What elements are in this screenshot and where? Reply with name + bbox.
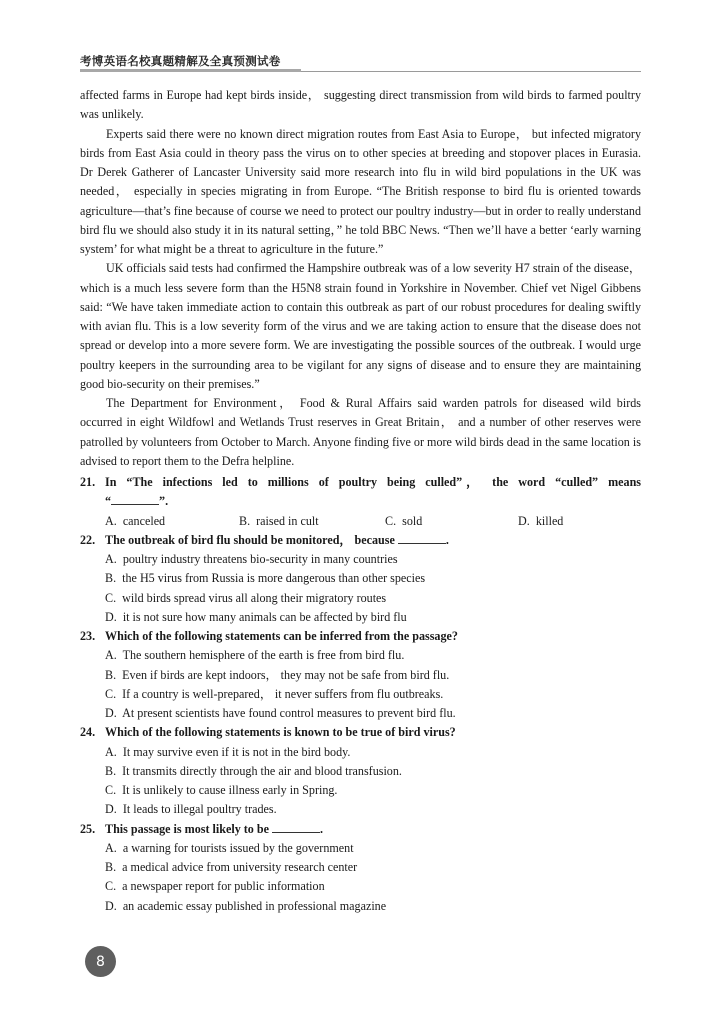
option-d[interactable]: D. At present scientists have found control measures to prevent bird flu. (105, 706, 456, 720)
question-number: 22. (80, 532, 96, 547)
question-number: 24. (80, 725, 96, 740)
question-text: Which of the following statements can be inferred from the passage? (105, 629, 458, 643)
page-number-badge (85, 946, 116, 977)
option-b[interactable]: B. It transmits directly through the air and blood transfusion. (105, 763, 402, 778)
option-c[interactable]: C. sold (385, 513, 423, 528)
question-number: 21. (80, 475, 96, 489)
option-a[interactable]: A. a warning for tourists issued by the government (105, 840, 354, 855)
page-content (80, 86, 641, 916)
question-22 (80, 531, 641, 627)
reading-passage (80, 86, 641, 471)
question-number: 25. (80, 821, 96, 836)
option-a[interactable]: A. poultry industry threatens bio-security in many countries (105, 552, 398, 566)
question-stem: 22. The outbreak of bird flu should be monitored， because . (80, 531, 641, 550)
question-text: Which of the following statements is known to be true of bird virus? (105, 725, 456, 740)
question-24 (80, 723, 641, 819)
option-d[interactable]: D. It leads to illegal poultry trades. (105, 802, 277, 817)
option-d[interactable]: D. killed (518, 513, 564, 528)
passage-paragraph: Experts said there were no known direct migration routes from East Asia to Europe， but infected migratory birds from East Asia could in theory pass the virus on to other species at breeding and stopover places in Eurasia. Dr Derek Gatherer of Lancaster University said more research into flu in wild bird populations in the UK was needed， especially in species migrating in from Europe. “The British response to bird flu is oriented towards agriculture—that’s fine because of course we need to protect our poultry industry—but in order to really understand bird flu we should also study it in its natural setting，” he told BBC News. “Then we’ll have a better ‘early warning system’ for what might be a threat to agriculture in the future.” (80, 126, 641, 256)
question-stem: 25. This passage is most likely to be . (80, 820, 641, 839)
question-21 (80, 473, 641, 531)
answer-blank (272, 820, 320, 833)
option-d[interactable]: D. it is not sure how many animals can be affected by bird flu (105, 609, 407, 624)
passage-paragraph: affected farms in Europe had kept birds inside， suggesting direct transmission from wild birds to farmed poultry was unlikely. (80, 88, 641, 122)
page-number: 8 (96, 953, 105, 970)
option-b[interactable]: B. a medical advice from university research center (105, 860, 358, 874)
answer-blank-line: “ ”. (105, 494, 169, 509)
question-25 (80, 820, 641, 916)
option-a[interactable]: A. canceled (105, 513, 166, 528)
question-stem (80, 627, 641, 646)
book-title: 考博英语名校真题精解及全真预测试卷 (80, 54, 281, 68)
question-stem (80, 473, 641, 512)
question-text: This passage is most likely to be (105, 821, 269, 836)
question-text: The outbreak of bird flu should be monitored， because (105, 532, 395, 547)
option-a[interactable]: A. The southern hemisphere of the earth is free from bird flu. (105, 648, 405, 663)
options-row (80, 512, 641, 531)
question-stem (80, 723, 641, 742)
answer-blank (398, 531, 446, 544)
option-b[interactable]: B. raised in cult (239, 513, 319, 528)
running-header (80, 53, 641, 75)
option-d[interactable]: D. an academic essay published in professional magazine (105, 898, 387, 913)
question-23 (80, 627, 641, 723)
question-number: 23. (80, 629, 96, 643)
option-c[interactable]: C. If a country is well-prepared， it never suffers from flu outbreaks. (105, 686, 444, 701)
option-b[interactable]: B. Even if birds are kept indoors， they may not be safe from bird flu. (105, 667, 450, 682)
passage-paragraph: The Department for Environment， Food & Rural Affairs said warden patrols for diseased wild birds occurred in eight Wildfowl and Wetlands Trust reserves in Great Britain， and a number of other reserves were patrolled by volunteers from October to March. Anyone finding five or more wild birds dead in the same location is advised to report them to the Defra helpline. (80, 396, 641, 468)
answer-blank (111, 492, 159, 505)
option-c[interactable]: C. It is unlikely to cause illness early in Spring. (105, 783, 338, 797)
question-text: In “The infections led to millions of poultry being culled”， the word “culled” means (105, 475, 641, 489)
header-accent-bar (80, 69, 301, 72)
passage-paragraph: UK officials said tests had confirmed the Hampshire outbreak was of a low severity H7 strain of the disease， which is a much less severe form than the H5N8 strain found in Yorkshire in November. Chief vet Nigel Gibbens said: “We have taken immediate action to contain this outbreak as part of our robust procedures for dealing swiftly with avian flu. This is a low severity form of the virus and we are taking action to ensure that the disease does not spread or develop into a more severe form. We are investigating the possible sources of the outbreak. I would urge poultry keepers in the surrounding area to be vigilant for any signs of disease and to ensure they are maintaining good bio-security on their premises.” (80, 261, 641, 391)
option-b[interactable]: B. the H5 virus from Russia is more dangerous than other species (105, 571, 426, 586)
option-c[interactable]: C. a newspaper report for public information (105, 879, 325, 894)
option-c[interactable]: C. wild birds spread virus all along their migratory routes (105, 590, 387, 605)
option-a[interactable]: A. It may survive even if it is not in the bird body. (105, 744, 351, 759)
